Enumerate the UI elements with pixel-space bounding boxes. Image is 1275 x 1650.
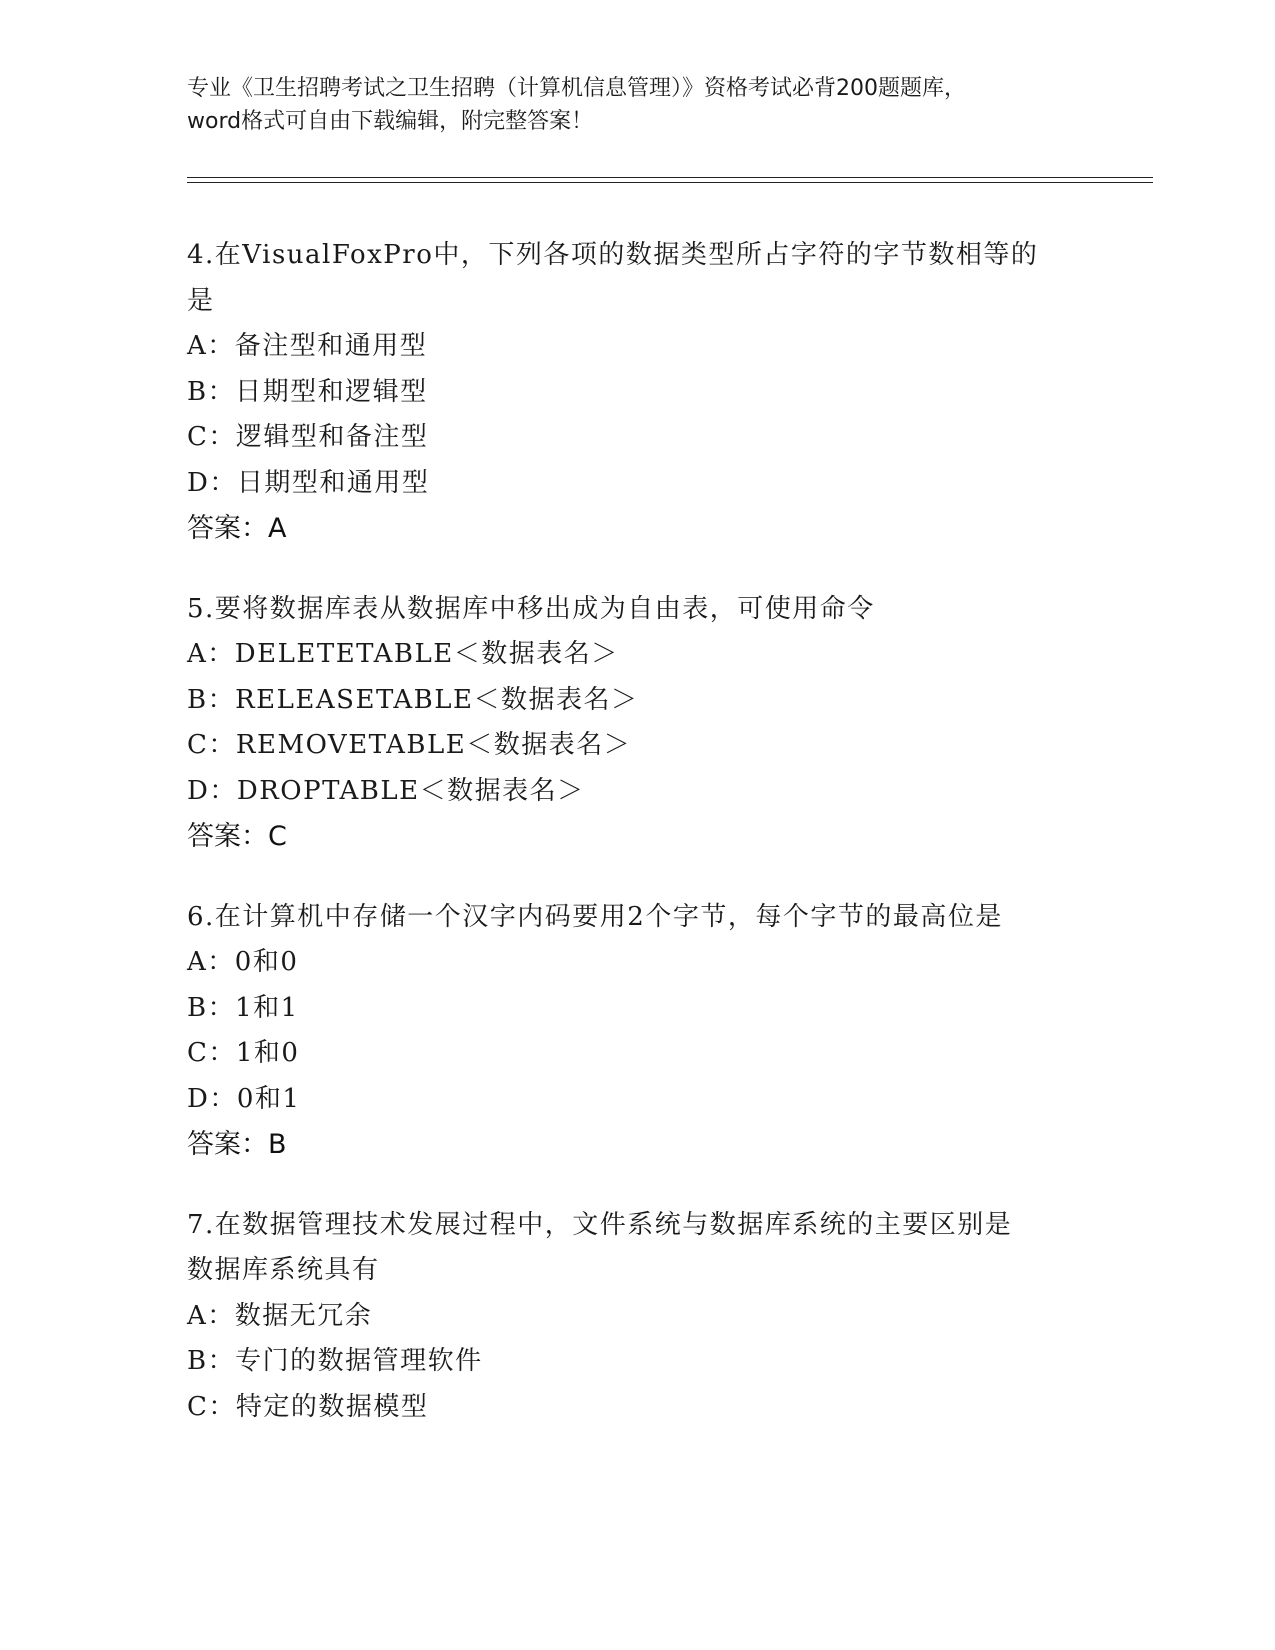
answer: 答案：C xyxy=(187,821,287,852)
question-stem: 7.在数据管理技术发展过程中，文件系统与数据库系统的主要区别是 xyxy=(187,1209,1013,1240)
answer: 答案：A xyxy=(187,513,287,544)
option-c: C：逻辑型和备注型 xyxy=(187,422,429,452)
question-stem: 5.要将数据库表从数据库中移出成为自由表，可使用命令 xyxy=(187,593,875,624)
answer: 答案：B xyxy=(187,1129,287,1160)
header-line-1: 专业《卫生招聘考试之卫生招聘（计算机信息管理）》资格考试必背200题题库， xyxy=(187,76,966,101)
option-c: C：特定的数据模型 xyxy=(187,1391,429,1422)
question-6 xyxy=(187,895,1087,1168)
option-d: D：DROPTABLE＜数据表名＞ xyxy=(187,775,585,806)
option-a: A：DELETETABLE＜数据表名＞ xyxy=(187,639,619,669)
option-d: D：0和1 xyxy=(187,1083,301,1114)
option-b: B：1和1 xyxy=(187,992,299,1023)
header-divider-top xyxy=(187,177,1153,178)
option-b: B：RELEASETABLE＜数据表名＞ xyxy=(187,684,639,715)
option-c: C：1和0 xyxy=(187,1038,300,1068)
option-b: B：专门的数据管理软件 xyxy=(187,1346,483,1376)
header-divider-bottom xyxy=(187,182,1153,183)
option-c: C：REMOVETABLE＜数据表名＞ xyxy=(187,730,632,760)
option-b: B：日期型和逻辑型 xyxy=(187,376,428,407)
option-a: A：0和0 xyxy=(187,947,299,977)
option-a: A：备注型和通用型 xyxy=(187,331,428,361)
option-d: D：日期型和通用型 xyxy=(187,467,430,498)
document-header xyxy=(187,72,1087,138)
question-7 xyxy=(187,1203,1087,1431)
header-line-2: word格式可自由下载编辑，附完整答案！ xyxy=(187,109,594,134)
question-stem: 4.在VisualFoxPro中，下列各项的数据类型所占字符的字节数相等的 xyxy=(187,240,1039,270)
option-a: A：数据无冗余 xyxy=(187,1300,373,1331)
question-stem: 是 xyxy=(187,285,215,316)
question-4 xyxy=(187,233,1087,552)
question-stem: 6.在计算机中存储一个汉字内码要用2个字节，每个字节的最高位是 xyxy=(187,901,1003,932)
question-stem: 数据库系统具有 xyxy=(187,1255,380,1285)
question-5 xyxy=(187,587,1087,860)
question-list xyxy=(187,233,1087,1465)
